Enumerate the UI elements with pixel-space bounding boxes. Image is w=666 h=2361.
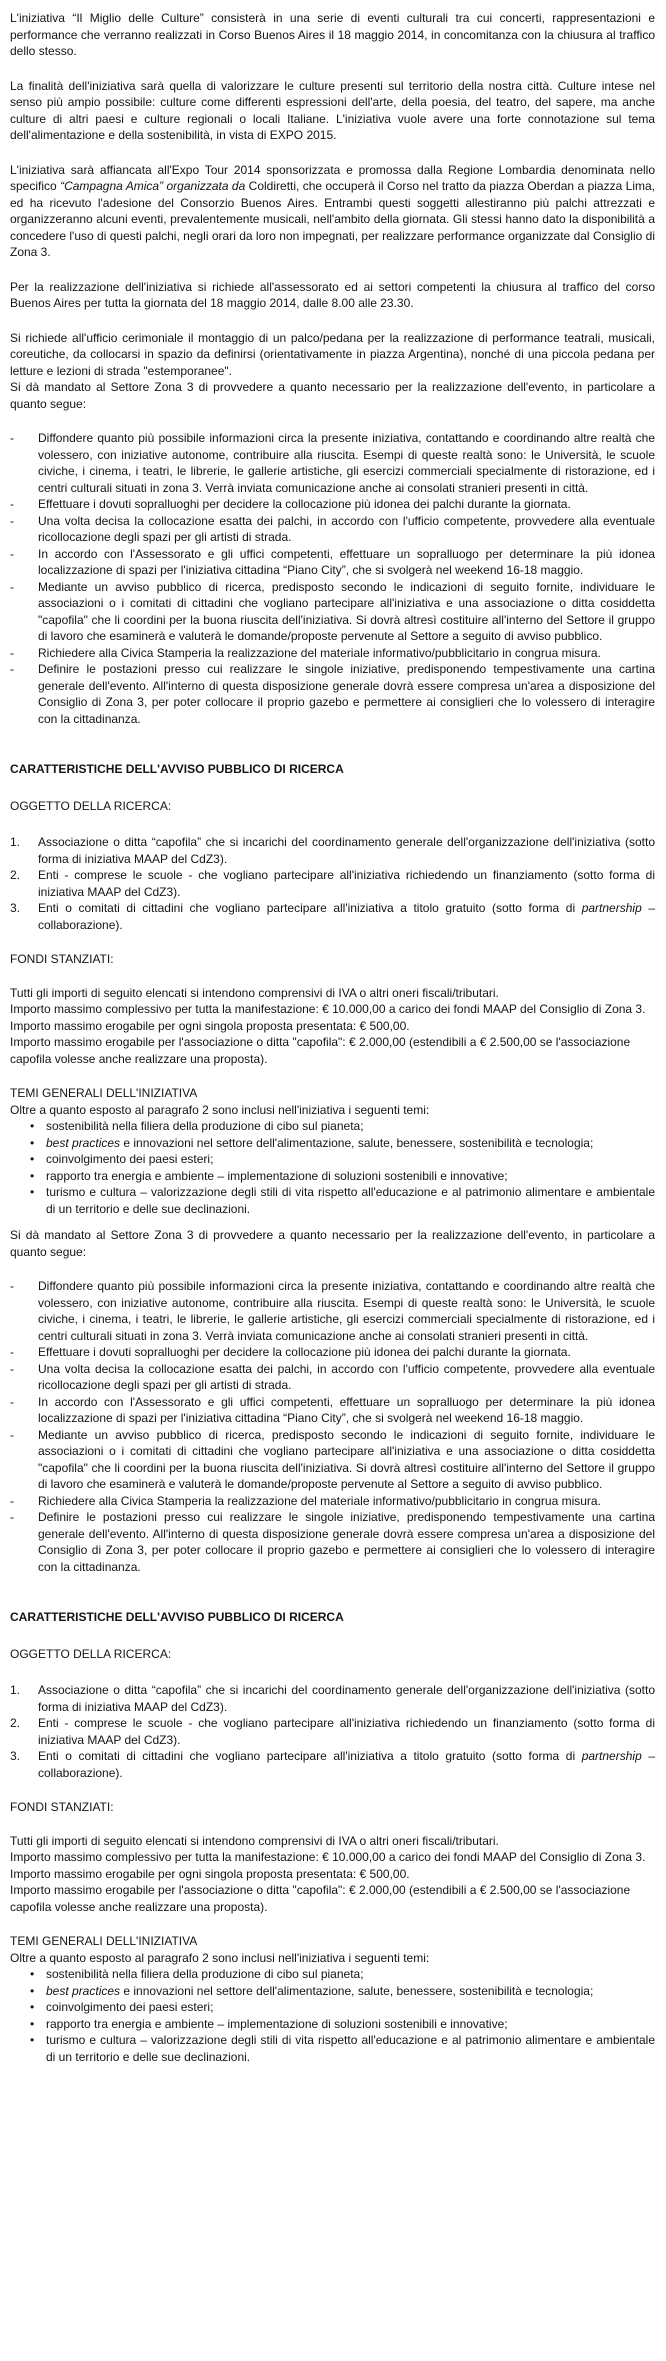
dash-list	[10, 1278, 655, 1575]
list-item	[10, 1748, 655, 1781]
bullet-marker: •	[30, 1168, 35, 1183]
list-item	[10, 1118, 655, 1135]
list-item-text	[46, 1983, 655, 2000]
list-item	[10, 1983, 655, 2000]
themes-lead-in: Oltre a quanto esposto al paragrafo 2 sono inclusi nell'iniziativa i seguenti temi:	[10, 1950, 430, 1965]
list-item-text: Richiedere alla Civica Stamperia la realizzazione del materiale informativo/pubblicitario in congrua misura.	[38, 645, 601, 660]
dash-marker: -	[10, 1361, 14, 1376]
indent-spacer	[10, 1168, 30, 1185]
indent-spacer	[10, 1118, 30, 1135]
funds-line: Importo massimo erogabile per l'associazione o ditta "capofila": € 2.000,00 (estendibili a € 2.500,00 se l'associazione capofila volesse anche realizzare una proposta).	[10, 1883, 631, 1914]
item-number: 3.	[10, 901, 21, 915]
dash-marker: -	[10, 1427, 14, 1442]
list-item-text	[46, 1135, 655, 1152]
text-segment: Coldiretti, che occuperà il Corso nel tratto da piazza Oberdan a piazza Lima, ed ha ricevuto l'adesione del Consorzio Buenos Aires. Entrambi questi soggetti allestiranno più palchi attrezzati e organizzeranno alcuni eventi, prevalentemente musicali, nell'ambito della giornata. Gli stessi hanno dato la disponibilità a concedere l'uso di questi palchi, negli orari da loro non impegnati, per realizzare performance organizzate dal Consiglio di Zona 3.	[10, 179, 655, 259]
paragraph	[10, 162, 655, 261]
dash-marker: -	[10, 431, 14, 445]
list-item-text: Diffondere quanto più possibile informazioni circa la presente iniziativa, contattando e coordinando altre realtà che volessero, con iniziative autonome, contribuire alla riuscita. Esempi di queste realtà sono: le Università, le scuole civiche, i cinema, i teatri, le librerie, le gallerie artistiche, gli esercizi commerciali specialmente di ristorazione, ed i centri culturali situati in zona 3. Verrà inviata comunicazione anche ai consolati stranieri presenti in città.	[38, 1279, 655, 1343]
list-item-text: Diffondere quanto più possibile informazioni circa la presente iniziativa, contattando e coordinando altre realtà che volessero, con iniziative autonome, contribuire alla riuscita. Esempi di queste realtà sono: le Università, le scuole civiche, i cinema, i teatri, le librerie, le gallerie artistiche, gli esercizi commerciali specialmente di ristorazione, ed i centri culturali situati in zona 3. Verrà inviata comunicazione anche ai consolati stranieri presenti in città.	[38, 431, 655, 495]
funds-paragraph	[10, 985, 655, 1068]
numbered-list	[10, 834, 655, 933]
list-item-text: In accordo con l'Assessorato e gli uffici competenti, effettuare un sopralluogo per determinare la più idonea localizzazione di spazi per l'iniziativa cittadina “Piano City”, che si svolgerà nel weekend 16-18 maggio.	[38, 1394, 655, 1425]
list-item	[10, 1278, 655, 1344]
list-item-text	[38, 834, 655, 867]
funds-line: Importo massimo erogabile per ogni singola proposta presentata: € 500,00.	[10, 1866, 410, 1881]
dash-marker: -	[10, 1493, 14, 1508]
list-item	[10, 496, 655, 513]
list-item	[10, 513, 655, 546]
funds-line: Importo massimo complessivo per tutta la manifestazione: € 10.000,00 a carico dei fondi MAAP del Consiglio di Zona 3.	[10, 1002, 646, 1016]
indent-spacer	[10, 1151, 30, 1168]
dash-marker: -	[10, 662, 14, 676]
list-item-text	[46, 2016, 655, 2033]
indent-spacer	[10, 1983, 30, 2000]
bullet-marker: •	[30, 1983, 35, 1998]
list-item-text	[38, 1748, 655, 1781]
dash-marker: -	[10, 579, 14, 594]
text-segment: sostenibilità nella filiera della produzione di cibo sul pianeta;	[46, 1119, 364, 1133]
list-item-text: Definire le postazioni presso cui realizzare le singole iniziative, predisponendo tempestivamente una cartina generale dell'evento. All'interno di questa disposizione generale dovrà essere compresa un'area a disposizione del Consiglio di Zona 3, per poter collocare il proprio gazebo e permettere ai consiglieri che lo volessero di interagire con la cittadinanza.	[38, 1510, 655, 1574]
list-item-text	[38, 1682, 655, 1715]
sub-section-label: FONDI STANZIATI:	[10, 1800, 114, 1814]
list-item-text: Mediante un avviso pubblico di ricerca, predisposto secondo le indicazioni di seguito fornite, individuare le associazioni o i comitati di cittadini che vogliano partecipare all'iniziativa e una associazione o ditta cosiddetta "capofila" che li coordini per la buona riuscita dell'iniziativa. Si dovrà altresì costituire all'interno del Settore il gruppo di lavoro che esaminerà e valuterà le domande/proposte pervenute al Settore a seguito di avviso pubblico.	[38, 579, 655, 643]
numbered-list	[10, 1682, 655, 1781]
list-item-text: Effettuare i dovuti sopralluoghi per decidere la collocazione più idonea dei palchi durante la giornata.	[38, 1345, 571, 1359]
dash-marker: -	[10, 645, 14, 660]
bullet-list	[10, 1966, 655, 2065]
funds-line: Tutti gli importi di seguito elencati si intendono comprensivi di IVA o altri oneri fiscali/tributari.	[10, 985, 499, 1000]
item-number: 2.	[10, 1716, 21, 1730]
list-item	[10, 1184, 655, 1217]
bullet-marker: •	[30, 1135, 35, 1150]
text-segment: Associazione o ditta “capofila” che si incarichi del coordinamento generale dell'organizzazione dell'iniziativa (sotto forma di iniziativa MAAP del CdZ3).	[38, 835, 655, 866]
list-item	[10, 1999, 655, 2016]
list-item-text: In accordo con l'Assessorato e gli uffici competenti, effettuare un sopralluogo per determinare la più idonea localizzazione di spazi per l'iniziativa cittadina “Piano City”, che si svolgerà nel weekend 16-18 maggio.	[38, 546, 655, 577]
paragraph: La finalità dell'iniziativa sarà quella di valorizzare le culture presenti sul territorio della nostra città. Culture intese nel senso più ampio possibile: culture come differenti espressioni dell'arte, della poesia, del teatro, del sapere, ma anche culture di altri paesi e culture regionali o locali Italiane. L'iniziativa vuole avere una forte connotazione sul tema dell'alimentazione e della sostenibilità, in vista di EXPO 2015.	[10, 78, 655, 142]
section-heading: CARATTERISTICHE DELL'AVVISO PUBBLICO DI RICERCA	[10, 1610, 344, 1624]
list-item	[10, 900, 655, 933]
bullet-marker: •	[30, 2033, 35, 2047]
sub-section-label: TEMI GENERALI DELL'INIZIATIVA	[10, 1086, 198, 1100]
text-segment: coinvolgimento dei paesi esteri;	[46, 1152, 214, 1166]
bullet-marker: •	[30, 1185, 35, 1199]
italic-text-segment: best practices	[46, 1135, 121, 1150]
bullet-marker: •	[30, 1119, 35, 1133]
dash-marker: -	[10, 513, 14, 528]
list-item	[10, 867, 655, 900]
mandate-lead-in: Si dà mandato al Settore Zona 3 di provvedere a quanto necessario per la realizzazione dell'evento, in particolare a quanto segue:	[10, 380, 655, 411]
funds-line: Importo massimo erogabile per ogni singola proposta presentata: € 500,00.	[10, 1018, 410, 1033]
italic-text-segment: partnership	[581, 901, 642, 915]
list-item-text: Mediante un avviso pubblico di ricerca, predisposto secondo le indicazioni di seguito fornite, individuare le associazioni o i comitati di cittadini che vogliano partecipare all'iniziativa e una associazione o ditta cosiddetta "capofila" che li coordini per la buona riuscita dell'iniziativa. Si dovrà altresì costituire all'interno del Settore il gruppo di lavoro che esaminerà e valuterà le domande/proposte pervenute al Settore a seguito di avviso pubblico.	[38, 1427, 655, 1491]
list-item-text: Una volta decisa la collocazione esatta dei palchi, in accordo con l'ufficio competente, provvedere alla eventuale ricollocazione degli spazi per gli artisti di strada.	[38, 1361, 655, 1392]
bullet-list	[10, 1118, 655, 1217]
list-item-text	[38, 900, 655, 933]
list-item	[10, 645, 655, 662]
text-segment: e innovazioni nel settore dell'alimentazione, salute, benessere, sostenibilità e tecnologia;	[120, 1983, 594, 1998]
item-number: 3.	[10, 1749, 21, 1763]
text-segment: rapporto tra energia e ambiente – implementazione di soluzioni sostenibili e innovative;	[46, 1168, 508, 1183]
list-item	[10, 1493, 655, 1510]
text-segment: – collaborazione).	[38, 901, 655, 932]
indent-spacer	[10, 2016, 30, 2033]
dash-marker: -	[10, 1394, 14, 1409]
bullet-marker: •	[30, 2016, 35, 2031]
list-item	[10, 1361, 655, 1394]
list-item-text	[46, 1118, 655, 1135]
text-segment: e innovazioni nel settore dell'alimentazione, salute, benessere, sostenibilità e tecnologia;	[120, 1135, 594, 1150]
indent-spacer	[10, 1184, 30, 1217]
text-segment: Enti o comitati di cittadini che vogliano partecipare all'iniziativa a titolo gratuito (sotto forma di	[38, 1749, 582, 1763]
list-item	[10, 1509, 655, 1575]
dash-marker: -	[10, 1345, 14, 1359]
mandate-lead-in: Si dà mandato al Settore Zona 3 di provvedere a quanto necessario per la realizzazione dell'evento, in particolare a quanto segue:	[10, 1228, 655, 1259]
list-item	[10, 579, 655, 645]
list-item	[10, 430, 655, 496]
indent-spacer	[10, 1966, 30, 1983]
bullet-marker: •	[30, 2000, 35, 2014]
text-segment: rapporto tra energia e ambiente – implementazione di soluzioni sostenibili e innovative;	[46, 2016, 508, 2031]
indent-spacer	[10, 2032, 30, 2065]
sub-section-label: OGGETTO DELLA RICERCA:	[10, 1646, 172, 1661]
list-item	[10, 1168, 655, 1185]
sub-section-label: FONDI STANZIATI:	[10, 952, 114, 966]
italic-text-segment: partnership	[581, 1749, 642, 1763]
section-heading: CARATTERISTICHE DELL'AVVISO PUBBLICO DI RICERCA	[10, 762, 344, 776]
list-item	[10, 834, 655, 867]
list-item	[10, 1344, 655, 1361]
list-item-text	[46, 1966, 655, 1983]
text-segment: L'iniziativa sarà affiancata all'Expo Tour 2014 sponsorizzata e promossa dalla Regione Lombardia denominata nello specifico	[10, 162, 655, 193]
sub-section-label: TEMI GENERALI DELL'INIZIATIVA	[10, 1934, 198, 1948]
funds-line: Importo massimo complessivo per tutta la manifestazione: € 10.000,00 a carico dei fondi MAAP del Consiglio di Zona 3.	[10, 1850, 646, 1864]
list-item	[10, 1394, 655, 1427]
list-item-text: Una volta decisa la collocazione esatta dei palchi, in accordo con l'ufficio competente, provvedere alla eventuale ricollocazione degli spazi per gli artisti di strada.	[38, 513, 655, 544]
list-item	[10, 1682, 655, 1715]
list-item-text	[38, 1715, 655, 1748]
text-segment: turismo e cultura – valorizzazione degli stili di vita rispetto all'educazione e al patrimonio alimentare e ambientale di un territorio e delle sue declinazioni.	[46, 2033, 655, 2064]
list-item	[10, 1966, 655, 1983]
bullet-marker: •	[30, 1967, 35, 1981]
dash-marker: -	[10, 1279, 14, 1293]
dash-list	[10, 430, 655, 727]
paragraph: Per la realizzazione dell'iniziativa si richiede all'assessorato ed ai settori competenti la chiusura al traffico del corso Buenos Aires per tutta la giornata del 18 maggio 2014, dalle 8.00 alle 23.30.	[10, 279, 655, 310]
list-item	[10, 1151, 655, 1168]
italic-text-segment: “Campagna Amica” organizzata da	[60, 179, 246, 193]
sub-section-label: OGGETTO DELLA RICERCA:	[10, 798, 172, 813]
paragraph: L'iniziativa “Il Miglio delle Culture” consisterà in una serie di eventi culturali tra cui concerti, rappresentazioni e performance che verranno realizzati in Corso Buenos Aires il 18 maggio 2014, in concomitanza con la chiusura al traffico dello stesso.	[10, 11, 655, 58]
text-segment: Enti - comprese le scuole - che vogliano partecipare all'iniziativa richiedendo un finanziamento (sotto forma di iniziativa MAAP del CdZ3).	[38, 1716, 655, 1747]
text-segment: coinvolgimento dei paesi esteri;	[46, 2000, 214, 2014]
list-item-text	[46, 2032, 655, 2065]
text-segment: Enti - comprese le scuole - che vogliano partecipare all'iniziativa richiedendo un finanziamento (sotto forma di iniziativa MAAP del CdZ3).	[38, 868, 655, 899]
themes-lead-in: Oltre a quanto esposto al paragrafo 2 sono inclusi nell'iniziativa i seguenti temi:	[10, 1102, 430, 1117]
list-item	[10, 661, 655, 727]
bullet-marker: •	[30, 1152, 35, 1166]
funds-paragraph	[10, 1833, 655, 1916]
list-item-text	[46, 1999, 655, 2016]
list-item-text: Effettuare i dovuti sopralluoghi per decidere la collocazione più idonea dei palchi durante la giornata.	[38, 497, 571, 511]
text-segment: Enti o comitati di cittadini che vogliano partecipare all'iniziativa a titolo gratuito (sotto forma di	[38, 901, 582, 915]
dash-marker: -	[10, 497, 14, 511]
item-number: 1.	[10, 835, 21, 849]
paragraph: Si richiede all'ufficio cerimoniale il montaggio di un palco/pedana per la realizzazione di performance teatrali, musicali, coreutiche, da collocarsi in spazio da definirsi (orientativamente in piazza Argentina), nonché di una piccola pedana per letture e lezioni di strada "estemporanee".	[10, 330, 655, 378]
text-segment: sostenibilità nella filiera della produzione di cibo sul pianeta;	[46, 1967, 364, 1981]
list-item-text: Richiedere alla Civica Stamperia la realizzazione del materiale informativo/pubblicitario in congrua misura.	[38, 1493, 601, 1508]
list-item-text	[46, 1168, 655, 1185]
item-number: 1.	[10, 1683, 21, 1697]
list-item	[10, 2032, 655, 2065]
funds-line: Tutti gli importi di seguito elencati si intendono comprensivi di IVA o altri oneri fiscali/tributari.	[10, 1833, 499, 1848]
item-number: 2.	[10, 868, 21, 882]
text-segment: – collaborazione).	[38, 1749, 655, 1780]
list-item-text	[46, 1184, 655, 1217]
list-item	[10, 1135, 655, 1152]
list-item-text: Definire le postazioni presso cui realizzare le singole iniziative, predisponendo tempestivamente una cartina generale dell'evento. All'interno di questa disposizione generale dovrà essere compresa un'area a disposizione del Consiglio di Zona 3, per poter collocare il proprio gazebo e permettere ai consiglieri che lo volessero di interagire con la cittadinanza.	[38, 662, 655, 726]
list-item	[10, 546, 655, 579]
text-segment: turismo e cultura – valorizzazione degli stili di vita rispetto all'educazione e al patrimonio alimentare e ambientale di un territorio e delle sue declinazioni.	[46, 1185, 655, 1216]
indent-spacer	[10, 1999, 30, 2016]
dash-marker: -	[10, 1510, 14, 1524]
list-item	[10, 1715, 655, 1748]
dash-marker: -	[10, 546, 14, 561]
indent-spacer	[10, 1135, 30, 1152]
text-segment: Associazione o ditta “capofila” che si incarichi del coordinamento generale dell'organizzazione dell'iniziativa (sotto forma di iniziativa MAAP del CdZ3).	[38, 1683, 655, 1714]
list-item-text	[38, 867, 655, 900]
list-item	[10, 2016, 655, 2033]
funds-line: Importo massimo erogabile per l'associazione o ditta "capofila": € 2.000,00 (estendibili a € 2.500,00 se l'associazione capofila volesse anche realizzare una proposta).	[10, 1035, 631, 1066]
list-item-text	[46, 1151, 655, 1168]
list-item	[10, 1427, 655, 1493]
italic-text-segment: best practices	[46, 1983, 121, 1998]
